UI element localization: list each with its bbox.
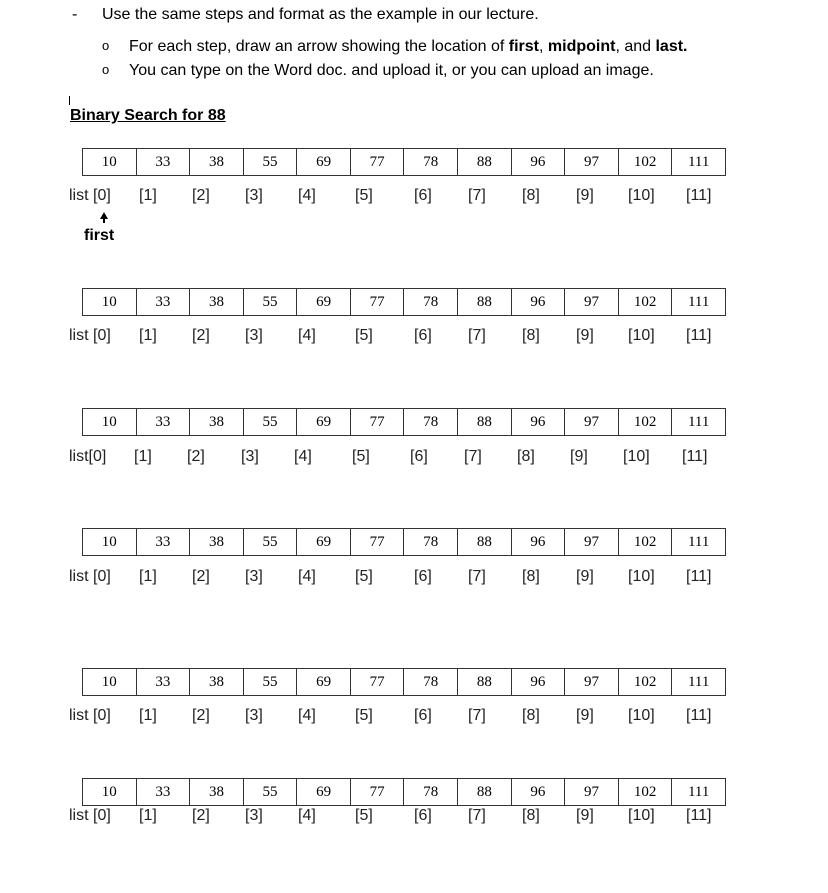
array-cell: 10	[83, 289, 137, 315]
array-cell: 102	[619, 669, 673, 695]
array-cell: 38	[190, 409, 244, 435]
array-cell: 69	[297, 779, 351, 805]
array-cell: 97	[565, 669, 619, 695]
first-pointer-label: first	[84, 227, 115, 244]
index-label: [8]	[522, 807, 540, 824]
index-label: [11]	[686, 568, 712, 585]
index-label: [3]	[245, 807, 263, 824]
index-label: [2]	[192, 327, 210, 344]
array-cell: 96	[512, 409, 566, 435]
instruction-main-text: Use the same steps and format as the example in our lecture.	[102, 6, 539, 23]
array-cell: 77	[351, 779, 405, 805]
index-label: [10]	[628, 187, 655, 204]
array-cell: 88	[458, 289, 512, 315]
index-label: [7]	[468, 707, 486, 724]
index-label: [4]	[294, 448, 312, 465]
index-label: list [0]	[69, 187, 111, 204]
array-cell: 77	[351, 289, 405, 315]
index-label: [3]	[241, 448, 259, 465]
index-label: list[0]	[69, 448, 107, 465]
index-label: [7]	[468, 568, 486, 585]
index-label: [4]	[298, 568, 316, 585]
index-label-row	[0, 187, 760, 209]
index-label: [2]	[187, 448, 205, 465]
sub-bullet-1-text: For each step, draw an arrow showing the location of first, midpoint, and last.	[129, 38, 688, 55]
array-cell: 38	[190, 529, 244, 555]
index-label: list [0]	[69, 707, 111, 724]
index-label: [2]	[192, 807, 210, 824]
index-label: [10]	[628, 568, 655, 585]
array-cell: 88	[458, 409, 512, 435]
array-cell: 69	[297, 409, 351, 435]
index-label: [6]	[414, 568, 432, 585]
index-label: [9]	[576, 707, 594, 724]
array-cell: 69	[297, 529, 351, 555]
index-label: [11]	[686, 327, 712, 344]
array-cell: 111	[687, 294, 710, 310]
array-cell: 102	[619, 289, 673, 315]
array-cell: 78	[404, 409, 458, 435]
circle-bullet-icon: o	[102, 38, 110, 53]
array-cell: 102	[619, 529, 673, 555]
index-label: [5]	[355, 568, 373, 585]
array-cell: 88	[458, 669, 512, 695]
section-heading: Binary Search for 88	[70, 107, 226, 124]
index-label: [9]	[570, 448, 588, 465]
array-row	[82, 408, 726, 436]
index-label: list [0]	[69, 807, 111, 824]
array-cell: 97	[565, 409, 619, 435]
array-cell: 10	[83, 149, 137, 175]
index-label: [7]	[468, 327, 486, 344]
index-label: [10]	[628, 807, 655, 824]
index-label: [8]	[522, 707, 540, 724]
index-label: [10]	[623, 448, 650, 465]
array-cell: 69	[297, 149, 351, 175]
array-cell: 111	[687, 784, 710, 800]
index-label: [4]	[298, 807, 316, 824]
index-label: [1]	[139, 187, 157, 204]
array-row	[82, 778, 726, 806]
index-label: list [0]	[69, 568, 111, 585]
array-cell: 97	[565, 289, 619, 315]
array-cell: 33	[137, 149, 191, 175]
index-label: [11]	[682, 448, 708, 465]
index-label: [5]	[355, 187, 373, 204]
index-label: [9]	[576, 327, 594, 344]
index-label: [9]	[576, 187, 594, 204]
index-label: [5]	[352, 448, 370, 465]
index-label: [1]	[134, 448, 152, 465]
array-cell: 97	[565, 149, 619, 175]
index-label: [4]	[298, 327, 316, 344]
index-label: [3]	[245, 707, 263, 724]
array-row	[82, 528, 726, 556]
circle-bullet-icon: o	[102, 62, 110, 77]
array-cell: 69	[297, 289, 351, 315]
up-arrow-stem	[103, 218, 105, 223]
index-label: [2]	[192, 187, 210, 204]
array-cell: 88	[458, 149, 512, 175]
array-cell: 111	[687, 154, 710, 170]
index-label: [10]	[628, 327, 655, 344]
index-label: [9]	[576, 807, 594, 824]
array-cell: 111	[687, 414, 710, 430]
index-label: [11]	[686, 187, 712, 204]
array-cell: 78	[404, 669, 458, 695]
array-cell: 78	[404, 149, 458, 175]
array-cell: 10	[83, 779, 137, 805]
array-cell: 78	[404, 529, 458, 555]
array-cell: 33	[137, 669, 191, 695]
array-cell: 102	[619, 149, 673, 175]
index-label: [2]	[192, 568, 210, 585]
index-label: [7]	[468, 187, 486, 204]
index-label: [11]	[686, 707, 712, 724]
array-cell: 69	[297, 669, 351, 695]
index-label-row	[0, 707, 760, 729]
index-label: [6]	[414, 187, 432, 204]
array-cell: 33	[137, 289, 191, 315]
array-cell: 96	[512, 529, 566, 555]
array-cell: 55	[244, 409, 298, 435]
array-cell: 55	[244, 779, 298, 805]
array-cell: 33	[137, 779, 191, 805]
index-label: [6]	[414, 807, 432, 824]
array-cell: 88	[458, 779, 512, 805]
array-cell: 10	[83, 409, 137, 435]
array-cell: 55	[244, 149, 298, 175]
index-label: [3]	[245, 568, 263, 585]
index-label: [9]	[576, 568, 594, 585]
index-label: [8]	[522, 568, 540, 585]
array-row	[82, 668, 726, 696]
array-cell: 10	[83, 529, 137, 555]
index-label-row	[0, 568, 760, 590]
index-label-row	[0, 807, 760, 829]
index-label: [7]	[464, 448, 482, 465]
index-label: [5]	[355, 707, 373, 724]
index-label: [8]	[517, 448, 535, 465]
index-label: [10]	[628, 707, 655, 724]
index-label: [11]	[686, 807, 712, 824]
array-cell: 88	[458, 529, 512, 555]
array-cell: 78	[404, 779, 458, 805]
array-cell: 97	[565, 779, 619, 805]
index-label-row	[0, 448, 760, 470]
index-label: [2]	[192, 707, 210, 724]
sub-bullet-2-text: You can type on the Word doc. and upload it, or you can upload an image.	[129, 62, 654, 79]
index-label: [4]	[298, 707, 316, 724]
array-cell: 55	[244, 289, 298, 315]
array-cell: 38	[190, 779, 244, 805]
index-label-row	[0, 327, 760, 349]
array-cell: 38	[190, 669, 244, 695]
index-label: [6]	[414, 707, 432, 724]
index-label: [7]	[468, 807, 486, 824]
array-cell: 33	[137, 409, 191, 435]
index-label: [4]	[298, 187, 316, 204]
dash-bullet: -	[72, 6, 78, 23]
array-cell: 77	[351, 669, 405, 695]
array-cell: 10	[83, 669, 137, 695]
array-cell: 102	[619, 409, 673, 435]
index-label: [1]	[139, 707, 157, 724]
array-cell: 96	[512, 149, 566, 175]
array-cell: 38	[190, 289, 244, 315]
array-cell: 55	[244, 669, 298, 695]
array-cell: 77	[351, 529, 405, 555]
text-cursor	[69, 96, 70, 105]
array-cell: 55	[244, 529, 298, 555]
index-label: [5]	[355, 807, 373, 824]
index-label: [1]	[139, 327, 157, 344]
array-cell: 111	[687, 674, 710, 690]
array-cell: 77	[351, 409, 405, 435]
index-label: [8]	[522, 327, 540, 344]
index-label: [3]	[245, 327, 263, 344]
array-cell: 102	[619, 779, 673, 805]
index-label: [1]	[139, 807, 157, 824]
index-label: list [0]	[69, 327, 111, 344]
array-cell: 33	[137, 529, 191, 555]
array-cell: 77	[351, 149, 405, 175]
array-row	[82, 148, 726, 176]
index-label: [5]	[355, 327, 373, 344]
array-cell: 96	[512, 289, 566, 315]
index-label: [6]	[414, 327, 432, 344]
array-cell: 96	[512, 779, 566, 805]
array-cell: 78	[404, 289, 458, 315]
index-label: [8]	[522, 187, 540, 204]
array-cell: 111	[687, 534, 710, 550]
index-label: [6]	[410, 448, 428, 465]
array-row	[82, 288, 726, 316]
index-label: [1]	[139, 568, 157, 585]
array-cell: 38	[190, 149, 244, 175]
array-cell: 97	[565, 529, 619, 555]
array-cell: 96	[512, 669, 566, 695]
index-label: [3]	[245, 187, 263, 204]
